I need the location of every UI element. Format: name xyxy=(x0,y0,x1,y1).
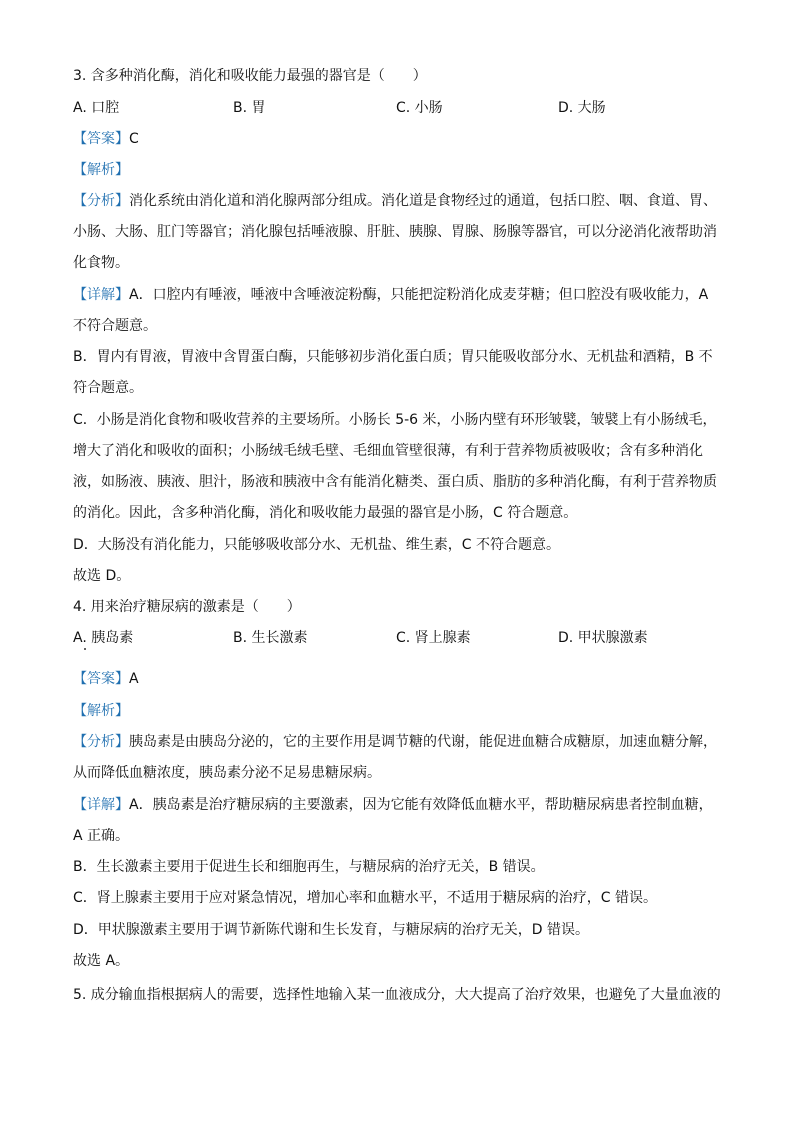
q3-xiangjie-line-1 xyxy=(73,286,708,304)
xiangjie-label: 【详解】 xyxy=(73,797,129,813)
q4-answer xyxy=(73,670,139,688)
q4-option-c: C. 肾上腺素 xyxy=(396,630,471,646)
fenxi-label: 【分析】 xyxy=(73,734,129,750)
answer-value: A xyxy=(129,671,139,687)
fenxi-label: 【分析】 xyxy=(73,193,129,209)
question-4: 4. 用来治疗糖尿病的激素是（ ） xyxy=(73,599,301,615)
q3-analysis-label: 【解析】 xyxy=(73,162,129,178)
q3-option-b: B. 胃 xyxy=(233,100,266,116)
stray-mark xyxy=(84,648,86,650)
question-5: 5. 成分输血指根据病人的需要，选择性地输入某一血液成分，大大提高了治疗效果，也避免了大量血液的 xyxy=(73,987,721,1003)
q3-fenxi-line-3: 化食物。 xyxy=(73,255,129,271)
q4-fenxi-line-2: 从而降低血糖浓度，胰岛素分泌不足易患糖尿病。 xyxy=(73,765,381,781)
q3-option-c: C. 小肠 xyxy=(396,100,443,116)
xiangjie-label: 【详解】 xyxy=(73,287,129,303)
question-3: 3. 含多种消化酶，消化和吸收能力最强的器官是（ ） xyxy=(73,68,427,84)
q3-fenxi-line-2: 小肠、大肠、肛门等器官；消化腺包括唾液腺、肝脏、胰腺、胃腺、肠腺等器官，可以分泌消化液帮助消 xyxy=(73,224,717,240)
q3-detail-line: 增大了消化和吸收的面积；小肠绒毛绒毛壁、毛细血管壁很薄，有利于营养物质被吸收；含有多种消化 xyxy=(73,443,703,459)
xiangjie-text: A．口腔内有唾液，唾液中含唾液淀粉酶，只能把淀粉消化成麦芽糖；但口腔没有吸收能力，A xyxy=(129,287,709,303)
q4-option-a: A. 胰岛素 xyxy=(73,630,134,646)
q4-conclusion: 故选 A。 xyxy=(73,953,130,969)
q4-detail-line: A 正确。 xyxy=(73,828,130,844)
q3-detail-line: 液，如肠液、胰液、胆汁，肠液和胰液中含有能消化糖类、蛋白质、脂肪的多种消化酶，有利于营养物质 xyxy=(73,474,717,490)
q4-option-d: D. 甲状腺激素 xyxy=(558,630,648,646)
q3-detail-line: C．小肠是消化食物和吸收营养的主要场所。小肠长 5-6 米，小肠内壁有环形皱襞，皱襞上有小肠绒毛， xyxy=(73,412,717,428)
q3-detail-line: 不符合题意。 xyxy=(73,318,157,334)
answer-value: C xyxy=(129,131,139,147)
q4-fenxi-line-1 xyxy=(73,733,717,751)
q3-detail-line: 的消化。因此，含多种消化酶，消化和吸收能力最强的器官是小肠，C 符合题意。 xyxy=(73,505,578,521)
q4-detail-line: D．甲状腺激素主要用于调节新陈代谢和生长发育，与糖尿病的治疗无关，D 错误。 xyxy=(73,922,590,938)
q3-conclusion: 故选 D。 xyxy=(73,568,131,584)
q3-detail-line: D．大肠没有消化能力，只能够吸收部分水、无机盐、维生素，C 不符合题意。 xyxy=(73,537,561,553)
q3-option-d: D. 大肠 xyxy=(558,100,606,116)
q4-option-b: B. 生长激素 xyxy=(233,630,308,646)
answer-label: 【答案】 xyxy=(73,671,129,687)
q3-detail-line: 符合题意。 xyxy=(73,380,143,396)
q4-analysis-label: 【解析】 xyxy=(73,703,129,719)
q4-detail-line: B．生长激素主要用于促进生长和细胞再生，与糖尿病的治疗无关，B 错误。 xyxy=(73,859,545,875)
q3-fenxi-line-1 xyxy=(73,192,717,210)
xiangjie-text: A．胰岛素是治疗糖尿病的主要激素，因为它能有效降低血糖水平，帮助糖尿病患者控制血糖， xyxy=(129,797,713,813)
fenxi-text: 胰岛素是由胰岛分泌的，它的主要作用是调节糖的代谢，能促进血糖合成糖原，加速血糖分解， xyxy=(129,734,717,750)
q3-detail-line: B．胃内有胃液，胃液中含胃蛋白酶，只能够初步消化蛋白质；胃只能吸收部分水、无机盐和酒精，B 不 xyxy=(73,349,713,365)
answer-label: 【答案】 xyxy=(73,131,129,147)
fenxi-text: 消化系统由消化道和消化腺两部分组成。消化道是食物经过的通道，包括口腔、咽、食道、胃、 xyxy=(129,193,717,209)
q3-answer xyxy=(73,130,139,148)
q3-option-a: A. 口腔 xyxy=(73,100,120,116)
q4-detail-line: C．肾上腺素主要用于应对紧急情况，增加心率和血糖水平，不适用于糖尿病的治疗，C 错误。 xyxy=(73,890,657,906)
q4-xiangjie-line-1 xyxy=(73,796,713,814)
